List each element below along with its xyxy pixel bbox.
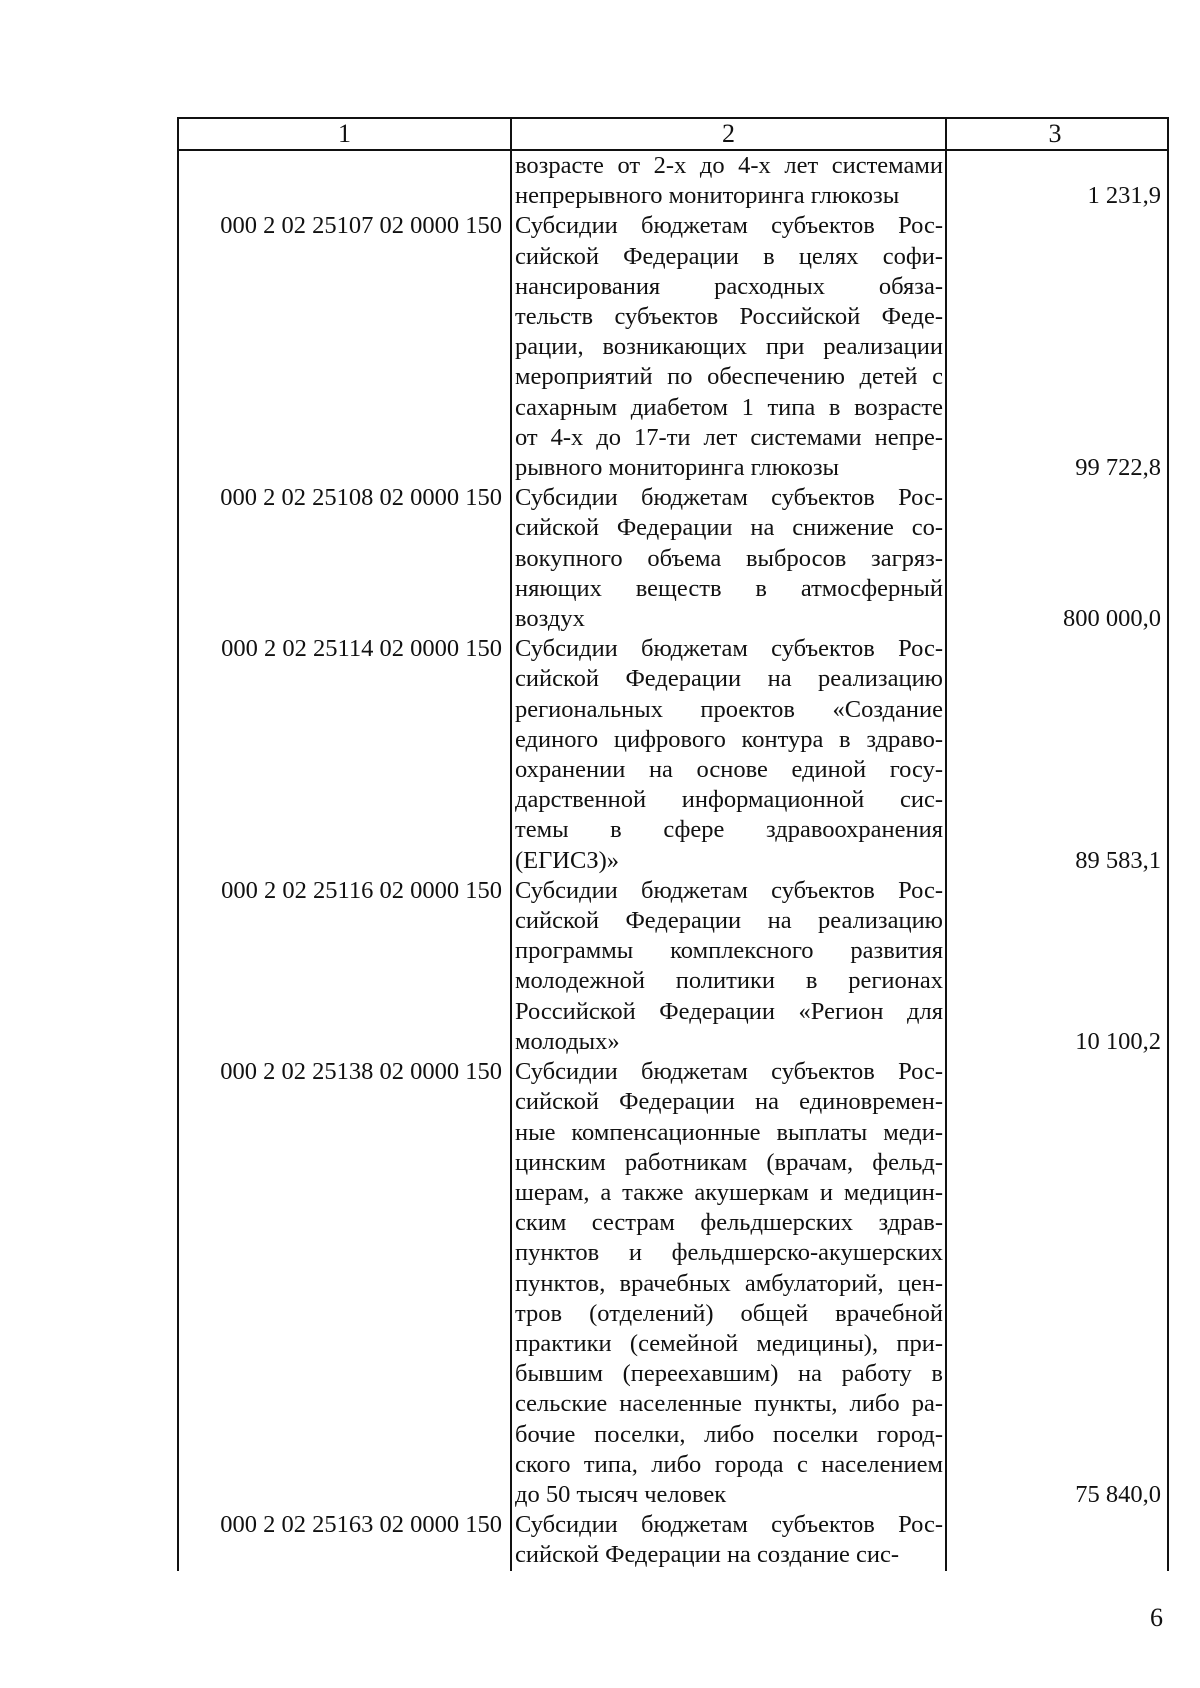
description-line: возрасте от 2-х до 4-х лет системами: [515, 152, 943, 179]
description-line: вокупного объема выбросов загряз-: [515, 544, 943, 572]
description-line: сийской Федерации в целях софи-: [515, 242, 943, 270]
description-line: охранении на основе единой госу-: [515, 756, 943, 784]
description-cell: [510, 1510, 945, 1570]
description-line: цинским работникам (врачам, фельд-: [515, 1148, 943, 1176]
header-col-2: 2: [510, 119, 945, 149]
description-line: Российской Федерации «Регион для: [515, 997, 943, 1025]
table-header: [179, 117, 1167, 151]
description-line: сельские населенные пункты, либо ра-: [515, 1390, 943, 1418]
description-line: Субсидии бюджетам субъектов Рос-: [515, 635, 943, 663]
table-row: [179, 876, 1167, 1057]
budget-code: 000 2 02 25138 02 0000 150: [220, 1058, 502, 1086]
description-line: бывшим (переехавшим) на работу в: [515, 1360, 943, 1388]
code-cell: [179, 151, 510, 211]
description-line: сийской Федерации на создание сис-: [515, 1541, 899, 1569]
description-line: темы в сфере здравоохранения: [515, 816, 943, 844]
budget-code: 000 2 02 25163 02 0000 150: [220, 1511, 502, 1539]
sum-cell: [945, 1510, 1163, 1570]
description-line: мероприятий по обеспечению детей с: [515, 363, 943, 391]
description-cell: [510, 876, 945, 1057]
description-line: шерам, а также акушеркам и медицин-: [515, 1178, 943, 1206]
budget-code: 000 2 02 25108 02 0000 150: [220, 484, 502, 512]
description-line: тельств субъектов Российской Феде-: [515, 303, 943, 331]
budget-code: 000 2 02 25107 02 0000 150: [220, 212, 502, 240]
sum-cell: 1 231,9: [945, 151, 1163, 211]
description-line: сахарным диабетом 1 типа в возрасте: [515, 393, 943, 421]
description-line: Субсидии бюджетам субъектов Рос-: [515, 1511, 943, 1539]
description-line: Субсидии бюджетам субъектов Рос-: [515, 212, 943, 240]
sum-cell: 99 722,8: [945, 211, 1163, 483]
description-line: сийской Федерации на единовремен-: [515, 1088, 943, 1116]
description-line: пунктов и фельдшерско-акушерских: [515, 1239, 943, 1267]
description-cell: [510, 151, 945, 211]
description-line: до 50 тысяч человек: [515, 1480, 727, 1508]
description-line: рации, возникающих при реализации: [515, 333, 943, 361]
table-row: [179, 634, 1167, 876]
table-row: [179, 211, 1167, 483]
description-cell: [510, 1057, 945, 1510]
description-line: пунктов, врачебных амбулаторий, цен-: [515, 1269, 943, 1297]
description-line: от 4-х до 17-ти лет системами непре-: [515, 423, 943, 451]
description-line: Субсидии бюджетам субъектов Рос-: [515, 876, 943, 904]
description-line: тров (отделений) общей врачебной: [515, 1299, 943, 1327]
description-line: ским сестрам фельдшерских здрав-: [515, 1209, 943, 1237]
description-line: сийской Федерации на снижение со-: [515, 514, 943, 542]
table-row-continued: [179, 151, 1167, 211]
sum-cell: 89 583,1: [945, 634, 1163, 876]
description-line: молодежной политики в регионах: [515, 967, 943, 995]
description-cell: [510, 634, 945, 876]
header-col-3: 3: [945, 119, 1163, 149]
description-line: рывного мониторинга глюкозы: [515, 454, 839, 482]
budget-code: 000 2 02 25116 02 0000 150: [221, 876, 502, 904]
table-row: [179, 483, 1167, 634]
description-line: нансирования расходных обяза-: [515, 272, 943, 300]
description-line: непрерывного мониторинга глюкозы: [515, 182, 900, 210]
description-line: практики (семейной медицины), при-: [515, 1329, 943, 1357]
description-line: сийской Федерации на реализацию: [515, 665, 943, 693]
description-line: бочие поселки, либо поселки город-: [515, 1420, 943, 1448]
description-line: молодых»: [515, 1027, 620, 1055]
description-line: единого цифрового контура в здраво-: [515, 725, 943, 753]
description-line: (ЕГИСЗ)»: [515, 846, 620, 874]
description-line: Субсидии бюджетам субъектов Рос-: [515, 1058, 943, 1086]
description-line: няющих веществ в атмосферный: [515, 574, 943, 602]
description-cell: [510, 211, 945, 483]
budget-code: 000 2 02 25114 02 0000 150: [221, 635, 502, 663]
header-col-1: 1: [338, 119, 351, 148]
table-body: [179, 151, 1167, 1571]
table-row: [179, 1510, 1167, 1570]
budget-table: [177, 117, 1169, 1571]
description-line: программы комплексного развития: [515, 937, 943, 965]
sum-cell: 800 000,0: [945, 483, 1163, 634]
description-line: ные компенсационные выплаты меди-: [515, 1118, 943, 1146]
sum-cell: 10 100,2: [945, 876, 1163, 1057]
description-line: Субсидии бюджетам субъектов Рос-: [515, 484, 943, 512]
description-line: воздух: [515, 605, 585, 633]
description-line: региональных проектов «Создание: [515, 695, 943, 723]
sum-cell: 75 840,0: [945, 1057, 1163, 1510]
description-line: дарственной информационной сис-: [515, 786, 943, 814]
description-cell: [510, 483, 945, 634]
description-line: сийской Федерации на реализацию: [515, 907, 943, 935]
page-number: 6: [1150, 1603, 1163, 1632]
description-line: ского типа, либо города с населением: [515, 1450, 943, 1478]
table-row: [179, 1057, 1167, 1510]
